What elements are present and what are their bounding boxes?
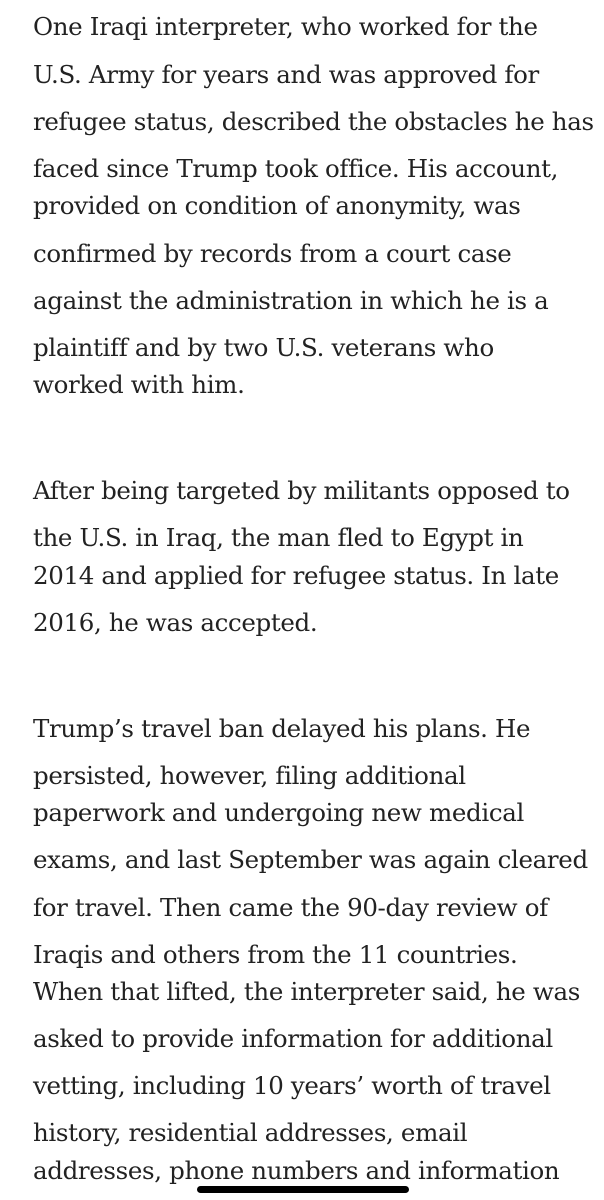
text-line: faced since Trump took office. His account, [33, 154, 559, 183]
text-line: provided on condition of anonymity, was [33, 191, 521, 220]
text-line: persisted, however, filing additional [33, 761, 466, 790]
text-line: confirmed by records from a court case [33, 239, 512, 268]
text-line: against the administration in which he is a [33, 286, 549, 315]
text-line: One Iraqi interpreter, who worked for the [33, 12, 538, 41]
text-line: for travel. Then came the 90-day review of [33, 893, 548, 922]
text-line: After being targeted by militants opposed to [33, 476, 570, 505]
text-line: history, residential addresses, email [33, 1118, 468, 1147]
text-line: Iraqis and others from the 11 countries. [33, 940, 518, 969]
home-indicator[interactable] [197, 1186, 409, 1193]
text-line: plaintiff and by two U.S. veterans who [33, 333, 494, 362]
text-line: vetting, including 10 years’ worth of travel [33, 1071, 551, 1100]
text-line: worked with him. [33, 370, 245, 399]
text-line: the U.S. in Iraq, the man fled to Egypt in [33, 523, 524, 552]
text-line: U.S. Army for years and was approved for [33, 60, 539, 89]
text-line: When that lifted, the interpreter said, he was [33, 977, 580, 1006]
text-line: 2016, he was accepted. [33, 608, 318, 637]
text-line: paperwork and undergoing new medical [33, 798, 524, 827]
text-line: refugee status, described the obstacles he has [33, 107, 594, 136]
text-line: Trump’s travel ban delayed his plans. He [33, 714, 531, 743]
text-line: asked to provide information for additional [33, 1024, 553, 1053]
text-line: 2014 and applied for refugee status. In late [33, 561, 559, 590]
text-line: exams, and last September was again cleared [33, 845, 588, 874]
text-line: addresses, phone numbers and information [33, 1156, 560, 1185]
